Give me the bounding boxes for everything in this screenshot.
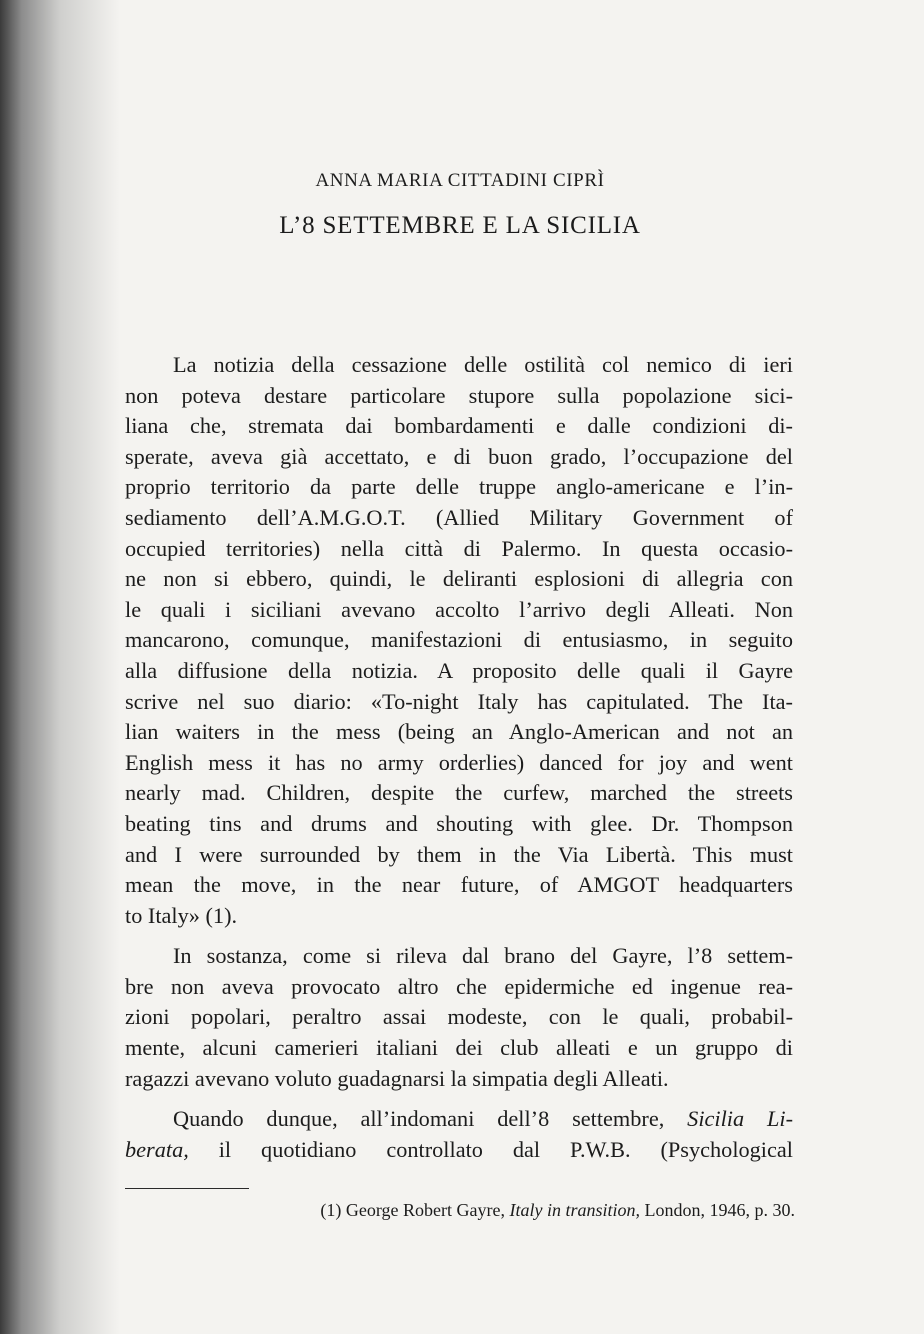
text-line: sediamento dell’A.M.G.O.T. (Allied Military Government of (125, 504, 793, 530)
text-line: mean the move, in the near future, of AMGOT headquarters (125, 872, 793, 898)
text-segment: Quando dunque, all’indomani dell’8 settembre, (173, 1106, 665, 1132)
text-line (125, 1135, 793, 1166)
text-line: In sostanza, come si rileva dal brano del Gayre, l’8 settem- (173, 943, 793, 969)
text-line: sperate, aveva già accettato, e di buon grado, l’occupazione del (125, 443, 793, 469)
text-line: lian waiters in the mess (being an Anglo-American and not an (125, 719, 793, 745)
paragraph-3 (125, 1104, 793, 1165)
text-line: and I were surrounded by them in the Via Libertà. This must (125, 841, 793, 867)
text-line: occupied territories) nella città di Palermo. In questa occasio- (125, 535, 793, 561)
text-line: ragazzi avevano voluto guadagnarsi la simpatia degli Alleati. (125, 1065, 669, 1091)
text-line: liana che, stremata dai bombardamenti e dalle condizioni di- (125, 413, 793, 439)
paragraph-2 (125, 941, 793, 1094)
footnote-text: (1) George Robert Gayre, (320, 1200, 505, 1220)
text-line: mente, alcuni camerieri italiani dei club alleati e un gruppo di (125, 1035, 793, 1061)
text-line: to Italy» (1). (125, 902, 238, 928)
newspaper-title: berata, (125, 1136, 189, 1162)
footnote-text: London, 1946, p. 30. (644, 1200, 795, 1220)
text-line: La notizia della cessazione delle ostilità col nemico di ieri (173, 352, 793, 377)
newspaper-title: Sicilia Li- (687, 1106, 793, 1132)
author-name: ANNA MARIA CITTADINI CIPRÌ (315, 170, 605, 191)
text-line: beating tins and drums and shouting with glee. Dr. Thompson (125, 810, 793, 836)
chapter-title: L’8 SETTEMBRE E LA SICILIA (279, 212, 641, 239)
footnote-book-title: Italy in transition, (509, 1200, 640, 1220)
footnote-divider (125, 1188, 249, 1189)
text-line: zioni popolari, peraltro assai modeste, con le quali, probabil- (125, 1004, 793, 1030)
body-text (125, 350, 793, 1165)
text-line: non poteva destare particolare stupore sulla popolazione sici- (125, 382, 793, 408)
text-segment: il quotidiano controllato dal P.W.B. (Psychological (218, 1136, 793, 1162)
text-line: English mess it has no army orderlies) danced for joy and went (125, 749, 793, 775)
text-line: bre non aveva provocato altro che epidermiche ed ingenue rea- (125, 973, 793, 999)
text-line (125, 1104, 793, 1135)
text-line: alla diffusione della notizia. A proposito delle quali il Gayre (125, 657, 793, 683)
book-page (125, 0, 795, 1334)
text-line: mancarono, comunque, manifestazioni di entusiasmo, in seguito (125, 627, 793, 653)
footnote (125, 1198, 795, 1222)
text-line: ne non si ebbero, quindi, le deliranti esplosioni di allegria con (125, 566, 793, 592)
text-line: scrive nel suo diario: «To-night Italy has capitulated. The Ita- (125, 688, 793, 714)
text-line: le quali i siciliani avevano accolto l’arrivo degli Alleati. Non (125, 596, 793, 622)
spine-shadow (0, 0, 120, 1334)
text-line: proprio territorio da parte delle truppe anglo-americane e l’in- (125, 474, 793, 500)
paragraph-1 (125, 350, 793, 931)
text-line: nearly mad. Children, despite the curfew, marched the streets (125, 780, 793, 806)
